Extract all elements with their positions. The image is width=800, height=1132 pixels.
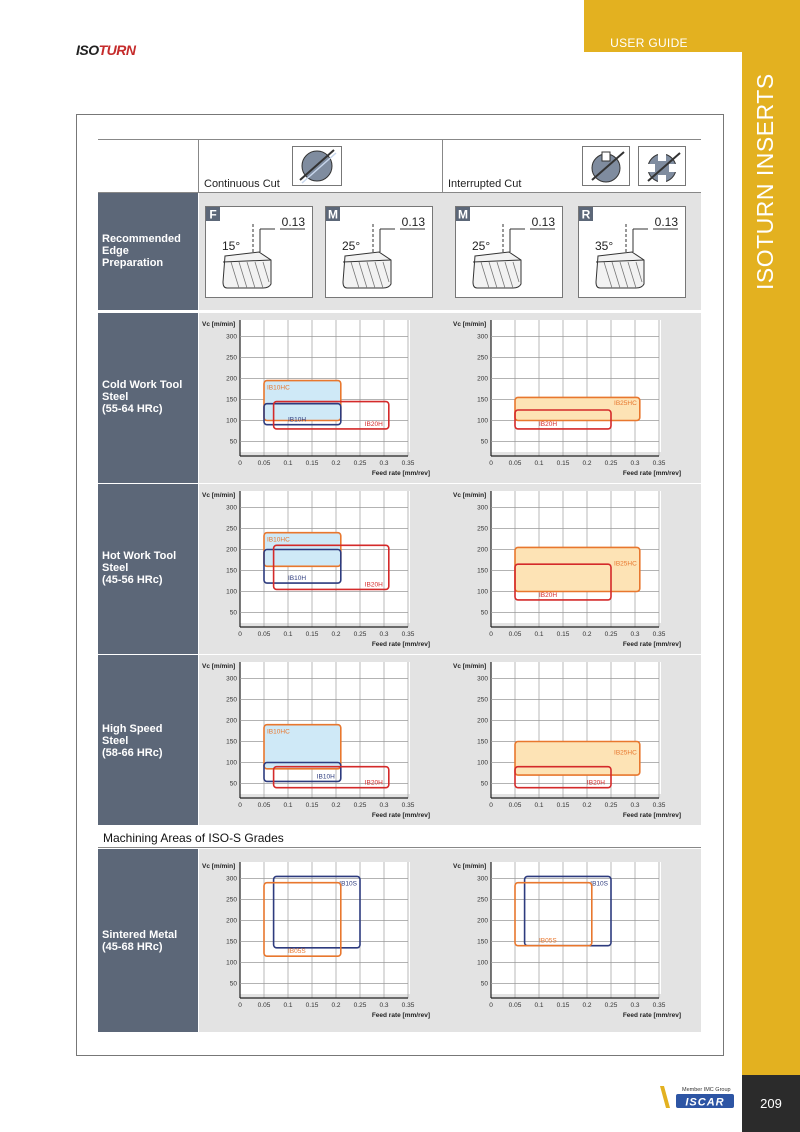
material-label-sintered bbox=[98, 849, 198, 1032]
series-label-ib20h: IB20H bbox=[586, 779, 605, 787]
chart-sintered-interrupted bbox=[451, 858, 691, 1024]
y-tick-label: 100 bbox=[477, 759, 488, 767]
x-axis-label: Feed rate [mm/rev] bbox=[622, 641, 681, 648]
x-tick-label: 0.25 bbox=[604, 802, 618, 809]
y-tick-label: 250 bbox=[226, 896, 237, 904]
y-axis-label: Vc [m/min] bbox=[453, 863, 487, 870]
chart-cold-work-continuous bbox=[200, 316, 440, 482]
series-label-ib10h: IB10H bbox=[316, 773, 335, 781]
continuous-cut-icon bbox=[292, 146, 342, 186]
x-tick-label: 0.3 bbox=[379, 631, 389, 638]
x-tick-label: 0.25 bbox=[353, 631, 367, 638]
side-title: ISOTURN INSERTS bbox=[752, 73, 778, 290]
x-tick-label: 0.05 bbox=[257, 1002, 271, 1009]
x-axis-label: Feed rate [mm/rev] bbox=[371, 641, 430, 648]
y-tick-label: 100 bbox=[477, 588, 488, 596]
series-label-ib20h: IB20H bbox=[539, 591, 558, 599]
logo-prefix: ISO bbox=[76, 42, 99, 58]
x-tick-label: 0.35 bbox=[401, 631, 415, 638]
y-tick-label: 200 bbox=[226, 546, 237, 554]
logo-suffix: TURN bbox=[98, 42, 136, 58]
edge-prep-label bbox=[98, 193, 198, 310]
series-label-ib05s: IB05S bbox=[539, 937, 557, 945]
material-line: (45-68 HRc) bbox=[102, 941, 163, 953]
y-tick-label: 150 bbox=[226, 938, 237, 946]
series-label-ib10hc: IB10HC bbox=[267, 384, 290, 392]
x-tick-label: 0.3 bbox=[630, 802, 640, 809]
y-tick-label: 150 bbox=[226, 567, 237, 575]
range-fill-ib25hc bbox=[515, 547, 640, 591]
y-tick-label: 50 bbox=[229, 980, 237, 988]
y-tick-label: 100 bbox=[226, 759, 237, 767]
y-tick-label: 100 bbox=[226, 417, 237, 425]
x-tick-label: 0.35 bbox=[652, 631, 666, 638]
material-label-hot-work bbox=[98, 484, 198, 654]
series-label-ib10h: IB10H bbox=[288, 575, 307, 583]
y-tick-label: 150 bbox=[226, 396, 237, 404]
x-tick-label: 0.2 bbox=[331, 631, 341, 638]
x-tick-label: 0 bbox=[489, 460, 493, 467]
x-tick-label: 0.1 bbox=[283, 631, 293, 638]
series-label-ib20h: IB20H bbox=[364, 779, 383, 787]
x-tick-label: 0.3 bbox=[630, 1002, 640, 1009]
x-tick-label: 0.25 bbox=[604, 631, 618, 638]
x-tick-label: 0.15 bbox=[556, 802, 570, 809]
series-label-ib05s: IB05S bbox=[288, 948, 306, 956]
chart-high-speed-interrupted bbox=[451, 658, 691, 824]
y-axis-label: Vc [m/min] bbox=[202, 321, 236, 328]
x-tick-label: 0.2 bbox=[331, 460, 341, 467]
x-tick-label: 0.25 bbox=[353, 1002, 367, 1009]
y-axis-label: Vc [m/min] bbox=[202, 492, 236, 499]
logo-text: ISCAR bbox=[685, 1096, 725, 1109]
plot-area bbox=[491, 320, 661, 452]
x-tick-label: 0.05 bbox=[508, 460, 522, 467]
y-tick-label: 50 bbox=[229, 438, 237, 446]
x-tick-label: 0.15 bbox=[556, 460, 570, 467]
plot-area bbox=[240, 862, 410, 994]
x-tick-label: 0.15 bbox=[556, 631, 570, 638]
x-tick-label: 0.35 bbox=[652, 1002, 666, 1009]
material-label-high-speed bbox=[98, 655, 198, 825]
y-tick-label: 200 bbox=[477, 546, 488, 554]
y-tick-label: 250 bbox=[477, 696, 488, 704]
table-mid-line bbox=[442, 139, 443, 192]
material-line: Cold Work Tool bbox=[102, 379, 183, 391]
series-label-ib10hc: IB10HC bbox=[267, 536, 290, 544]
y-axis-label: Vc [m/min] bbox=[202, 663, 236, 670]
material-line: Steel bbox=[102, 391, 129, 403]
series-label-ib10s: IB10S bbox=[590, 880, 608, 888]
y-tick-label: 300 bbox=[226, 875, 237, 883]
series-label-ib10hc: IB10HC bbox=[267, 728, 290, 736]
edge-prep-angle: 15° bbox=[222, 239, 241, 253]
material-label-cold-work bbox=[98, 313, 198, 483]
y-tick-label: 200 bbox=[477, 375, 488, 383]
series-label-ib10s: IB10S bbox=[339, 880, 357, 888]
y-tick-label: 250 bbox=[477, 354, 488, 362]
y-tick-label: 150 bbox=[477, 396, 488, 404]
x-tick-label: 0.3 bbox=[630, 631, 640, 638]
y-tick-label: 250 bbox=[226, 696, 237, 704]
series-label-ib25hc: IB25HC bbox=[614, 560, 637, 568]
x-tick-label: 0 bbox=[238, 802, 242, 809]
y-tick-label: 200 bbox=[477, 917, 488, 925]
section-line bbox=[98, 847, 701, 848]
x-tick-label: 0.3 bbox=[379, 1002, 389, 1009]
chart-hot-work-interrupted bbox=[451, 487, 691, 653]
x-tick-label: 0.15 bbox=[556, 1002, 570, 1009]
edge-prep-letter: M bbox=[458, 207, 468, 222]
y-tick-label: 150 bbox=[477, 938, 488, 946]
x-axis-label: Feed rate [mm/rev] bbox=[622, 812, 681, 819]
material-line: Sintered Metal bbox=[102, 929, 178, 941]
y-tick-label: 150 bbox=[226, 738, 237, 746]
chart-sintered-continuous bbox=[200, 858, 440, 1024]
plot-area bbox=[491, 862, 661, 994]
x-tick-label: 0 bbox=[489, 802, 493, 809]
x-tick-label: 0.2 bbox=[582, 460, 592, 467]
y-tick-label: 250 bbox=[226, 525, 237, 533]
y-tick-label: 300 bbox=[477, 875, 488, 883]
x-tick-label: 0.35 bbox=[652, 460, 666, 467]
x-axis-label: Feed rate [mm/rev] bbox=[371, 812, 430, 819]
y-tick-label: 50 bbox=[480, 780, 488, 788]
x-axis-label: Feed rate [mm/rev] bbox=[371, 1012, 430, 1019]
x-tick-label: 0.25 bbox=[353, 802, 367, 809]
edge-prep-label-line3: Preparation bbox=[102, 257, 164, 269]
member-text: Member IMC Group bbox=[682, 1087, 731, 1093]
x-tick-label: 0.05 bbox=[508, 631, 522, 638]
edge-prep-item bbox=[455, 206, 563, 303]
series-label-ib20h: IB20H bbox=[364, 581, 383, 589]
y-tick-label: 300 bbox=[226, 504, 237, 512]
chart-cold-work-interrupted bbox=[451, 316, 691, 482]
user-guide-label: USER GUIDE bbox=[610, 36, 688, 50]
x-tick-label: 0.05 bbox=[508, 802, 522, 809]
series-label-ib10h: IB10H bbox=[288, 416, 307, 424]
x-tick-label: 0.3 bbox=[379, 460, 389, 467]
section-title: Machining Areas of ISO-S Grades bbox=[103, 831, 284, 845]
edge-prep-letter: F bbox=[209, 207, 217, 222]
x-axis-label: Feed rate [mm/rev] bbox=[622, 470, 681, 477]
x-tick-label: 0.35 bbox=[401, 802, 415, 809]
material-line: (58-66 HRc) bbox=[102, 747, 163, 759]
edge-prep-size: 0.13 bbox=[531, 215, 555, 229]
edge-prep-size: 0.13 bbox=[281, 215, 305, 229]
series-label-ib20h: IB20H bbox=[364, 420, 383, 428]
y-tick-label: 300 bbox=[226, 675, 237, 683]
x-tick-label: 0.05 bbox=[257, 802, 271, 809]
y-tick-label: 300 bbox=[226, 333, 237, 341]
x-tick-label: 0.1 bbox=[534, 460, 544, 467]
edge-prep-letter: M bbox=[328, 207, 338, 222]
y-tick-label: 300 bbox=[477, 675, 488, 683]
x-tick-label: 0 bbox=[238, 631, 242, 638]
x-axis-label: Feed rate [mm/rev] bbox=[622, 1012, 681, 1019]
material-line: High Speed bbox=[102, 723, 163, 735]
x-tick-label: 0.35 bbox=[401, 1002, 415, 1009]
x-tick-label: 0.3 bbox=[630, 460, 640, 467]
edge-prep-item bbox=[205, 206, 313, 303]
y-tick-label: 50 bbox=[480, 980, 488, 988]
y-tick-label: 50 bbox=[229, 609, 237, 617]
edge-prep-angle: 35° bbox=[595, 239, 614, 253]
edge-prep-size: 0.13 bbox=[654, 215, 678, 229]
y-tick-label: 200 bbox=[226, 717, 237, 725]
x-tick-label: 0 bbox=[489, 631, 493, 638]
x-tick-label: 0.35 bbox=[652, 802, 666, 809]
y-tick-label: 200 bbox=[226, 375, 237, 383]
x-tick-label: 0.1 bbox=[534, 631, 544, 638]
x-tick-label: 0 bbox=[489, 1002, 493, 1009]
material-line: Steel bbox=[102, 562, 129, 574]
x-tick-label: 0.05 bbox=[257, 631, 271, 638]
x-tick-label: 0.25 bbox=[604, 460, 618, 467]
y-tick-label: 300 bbox=[477, 333, 488, 341]
x-tick-label: 0.2 bbox=[331, 802, 341, 809]
x-tick-label: 0.15 bbox=[305, 1002, 319, 1009]
material-line: Hot Work Tool bbox=[102, 550, 177, 562]
x-tick-label: 0.15 bbox=[305, 802, 319, 809]
x-tick-label: 0.35 bbox=[401, 460, 415, 467]
y-tick-label: 200 bbox=[477, 717, 488, 725]
table-top-line bbox=[98, 139, 701, 140]
x-tick-label: 0.1 bbox=[283, 802, 293, 809]
chart-high-speed-continuous bbox=[200, 658, 440, 824]
x-tick-label: 0.15 bbox=[305, 460, 319, 467]
y-tick-label: 50 bbox=[229, 780, 237, 788]
y-tick-label: 100 bbox=[477, 417, 488, 425]
page-number: 209 bbox=[760, 1096, 782, 1111]
y-tick-label: 300 bbox=[477, 504, 488, 512]
y-tick-label: 250 bbox=[477, 525, 488, 533]
material-line: Steel bbox=[102, 735, 129, 747]
x-tick-label: 0.05 bbox=[508, 1002, 522, 1009]
x-tick-label: 0.1 bbox=[283, 460, 293, 467]
y-tick-label: 100 bbox=[477, 959, 488, 967]
y-tick-label: 100 bbox=[226, 959, 237, 967]
x-tick-label: 0.15 bbox=[305, 631, 319, 638]
material-line: (55-64 HRc) bbox=[102, 403, 163, 415]
x-tick-label: 0.25 bbox=[353, 460, 367, 467]
x-tick-label: 0.1 bbox=[534, 1002, 544, 1009]
range-fill-ib25hc bbox=[515, 742, 640, 776]
x-tick-label: 0.2 bbox=[582, 802, 592, 809]
x-axis-label: Feed rate [mm/rev] bbox=[371, 470, 430, 477]
x-tick-label: 0.2 bbox=[582, 1002, 592, 1009]
y-tick-label: 150 bbox=[477, 567, 488, 575]
x-tick-label: 0 bbox=[238, 460, 242, 467]
edge-prep-angle: 25° bbox=[472, 239, 491, 253]
continuous-cut-label: Continuous Cut bbox=[204, 178, 280, 190]
x-tick-label: 0.05 bbox=[257, 460, 271, 467]
edge-prep-size: 0.13 bbox=[401, 215, 425, 229]
y-tick-label: 100 bbox=[226, 588, 237, 596]
interrupted-cut-icon-1 bbox=[582, 146, 630, 186]
y-tick-label: 200 bbox=[226, 917, 237, 925]
x-tick-label: 0.2 bbox=[582, 631, 592, 638]
interrupted-cut-icon-2 bbox=[638, 146, 686, 186]
series-label-ib25hc: IB25HC bbox=[614, 399, 637, 407]
chart-hot-work-continuous bbox=[200, 487, 440, 653]
edge-prep-angle: 25° bbox=[342, 239, 361, 253]
y-tick-label: 250 bbox=[477, 896, 488, 904]
material-line: (45-56 HRc) bbox=[102, 574, 163, 586]
y-tick-label: 150 bbox=[477, 738, 488, 746]
edge-prep-item bbox=[578, 206, 686, 303]
x-tick-label: 0.1 bbox=[283, 1002, 293, 1009]
edge-prep-item bbox=[325, 206, 433, 303]
edge-prep-letter: R bbox=[581, 207, 591, 222]
y-axis-label: Vc [m/min] bbox=[453, 321, 487, 328]
x-tick-label: 0.25 bbox=[604, 1002, 618, 1009]
series-label-ib25hc: IB25HC bbox=[614, 749, 637, 757]
y-tick-label: 50 bbox=[480, 609, 488, 617]
y-axis-label: Vc [m/min] bbox=[202, 863, 236, 870]
x-tick-label: 0.2 bbox=[331, 1002, 341, 1009]
y-tick-label: 250 bbox=[226, 354, 237, 362]
edge-prep-label-line1: Recommended bbox=[102, 233, 181, 245]
table-col-line bbox=[198, 139, 199, 192]
isoturn-logo bbox=[76, 42, 136, 58]
logo-mark bbox=[660, 1086, 670, 1108]
interrupted-cut-label: Interrupted Cut bbox=[448, 178, 522, 190]
x-tick-label: 0.3 bbox=[379, 802, 389, 809]
iscar-logo bbox=[656, 1082, 740, 1112]
y-tick-label: 50 bbox=[480, 438, 488, 446]
edge-prep-label-line2: Edge bbox=[102, 245, 129, 257]
x-tick-label: 0 bbox=[238, 1002, 242, 1009]
y-axis-label: Vc [m/min] bbox=[453, 663, 487, 670]
y-axis-label: Vc [m/min] bbox=[453, 492, 487, 499]
x-tick-label: 0.1 bbox=[534, 802, 544, 809]
series-label-ib20h: IB20H bbox=[539, 420, 558, 428]
